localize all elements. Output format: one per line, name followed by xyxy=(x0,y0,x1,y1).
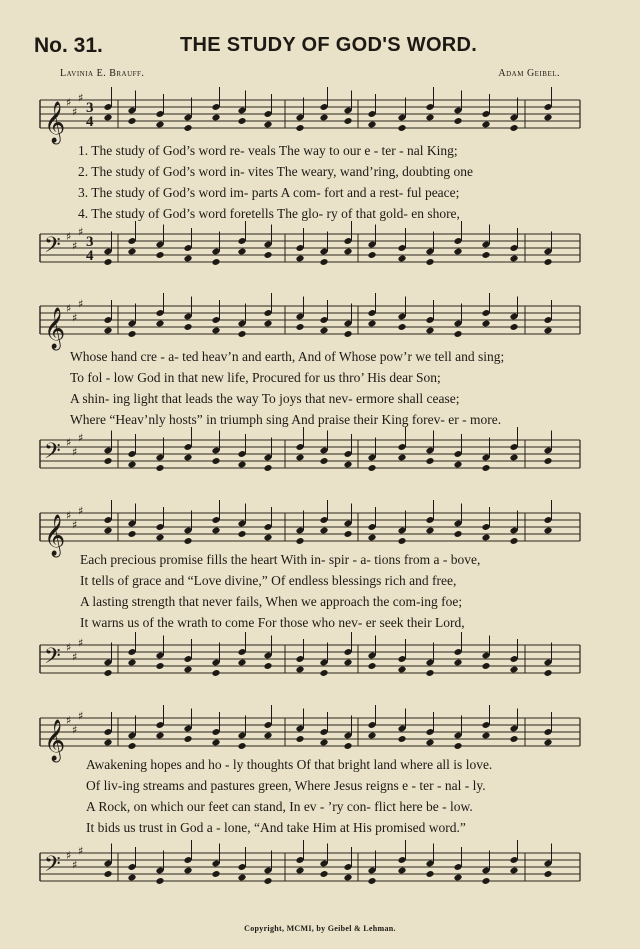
bass-clef-icon: 𝄢 xyxy=(44,644,61,674)
time-signature: 4 xyxy=(86,248,94,264)
notehead xyxy=(509,867,518,875)
lyricist-credit: Lavinia E. Brauff. xyxy=(60,68,145,79)
treble-clef-icon: 𝄞 xyxy=(44,308,66,349)
notehead xyxy=(453,659,462,667)
notehead xyxy=(481,121,490,129)
sharp-icon: ♯ xyxy=(78,431,84,445)
notehead xyxy=(319,457,328,465)
notehead xyxy=(211,739,220,747)
notehead xyxy=(319,870,328,878)
notehead xyxy=(343,117,352,125)
notehead xyxy=(263,662,272,670)
notehead xyxy=(481,320,490,328)
notehead xyxy=(481,464,490,472)
notehead xyxy=(295,537,304,545)
notehead xyxy=(127,117,136,125)
notehead xyxy=(263,121,272,129)
notehead xyxy=(319,258,328,266)
notehead xyxy=(211,114,220,122)
sharp-icon: ♯ xyxy=(78,297,84,311)
hymn-number: No. 31. xyxy=(34,34,103,57)
copyright-notice: Copyright, MCMI, by Geibel & Lehman. xyxy=(244,924,396,933)
notehead xyxy=(155,662,164,670)
notehead xyxy=(103,114,112,122)
notehead xyxy=(543,870,552,878)
sharp-icon: ♯ xyxy=(72,311,78,325)
notehead xyxy=(481,732,490,740)
sharp-icon: ♯ xyxy=(72,723,78,737)
notehead xyxy=(509,666,518,674)
notehead xyxy=(367,732,376,740)
bass-staff-1 xyxy=(0,226,640,270)
notehead xyxy=(543,258,552,266)
notehead xyxy=(509,454,518,462)
notehead xyxy=(183,666,192,674)
notehead xyxy=(425,114,434,122)
bass-staff-4 xyxy=(0,845,640,889)
time-signature: 3 xyxy=(86,100,94,116)
lyric-line: To fol - low God in that new life, Procured for us thro’ His dear Son; xyxy=(70,370,441,385)
notehead xyxy=(343,330,352,338)
notehead xyxy=(481,251,490,259)
notehead xyxy=(319,114,328,122)
notehead xyxy=(295,323,304,331)
notehead xyxy=(155,877,164,885)
notehead xyxy=(155,320,164,328)
notehead xyxy=(453,461,462,469)
lyric-line: It bids us trust in God a - lone, “And take Him at His promised word.” xyxy=(86,820,466,835)
notehead xyxy=(103,457,112,465)
notehead xyxy=(453,117,462,125)
notehead xyxy=(295,255,304,263)
notehead xyxy=(509,255,518,263)
notehead xyxy=(319,739,328,747)
notehead xyxy=(343,248,352,256)
notehead xyxy=(509,735,518,743)
notehead xyxy=(127,659,136,667)
notehead xyxy=(397,255,406,263)
notehead xyxy=(397,666,406,674)
notehead xyxy=(425,527,434,535)
notehead xyxy=(295,124,304,132)
notehead xyxy=(295,867,304,875)
sharp-icon: ♯ xyxy=(72,650,78,664)
notehead xyxy=(237,248,246,256)
bass-staff-2 xyxy=(0,432,640,476)
sharp-icon: ♯ xyxy=(66,436,72,449)
notehead xyxy=(397,735,406,743)
sharp-icon: ♯ xyxy=(72,105,78,119)
notehead xyxy=(103,870,112,878)
notehead xyxy=(397,124,406,132)
notehead xyxy=(543,739,552,747)
notehead xyxy=(319,669,328,677)
notehead xyxy=(237,330,246,338)
notehead xyxy=(397,323,406,331)
notehead xyxy=(543,327,552,335)
sharp-icon: ♯ xyxy=(72,518,78,532)
notehead xyxy=(155,732,164,740)
notehead xyxy=(425,669,434,677)
lyric-line: It warns us of the wrath to come For those who nev- er seek their Lord, xyxy=(80,615,465,630)
notehead xyxy=(263,877,272,885)
notehead xyxy=(211,327,220,335)
verse-block-3 xyxy=(80,549,640,633)
notehead xyxy=(367,320,376,328)
notehead xyxy=(127,248,136,256)
sharp-icon: ♯ xyxy=(66,849,72,862)
notehead xyxy=(127,461,136,469)
treble-clef-icon: 𝄞 xyxy=(44,720,66,761)
sharp-icon: ♯ xyxy=(72,858,78,872)
sharp-icon: ♯ xyxy=(72,239,78,253)
notehead xyxy=(263,320,272,328)
notehead xyxy=(211,527,220,535)
lyric-line: 4. The study of God’s word foretells The glo- ry of that gold- en shore, xyxy=(78,206,460,221)
notehead xyxy=(295,454,304,462)
notehead xyxy=(263,464,272,472)
lyric-line: Whose hand cre - a- ted heav’n and earth, And of Whose pow’r we tell and sing; xyxy=(70,349,505,364)
lyric-line: 2. The study of God’s word in- vites The weary, wand’ring, doubting one xyxy=(78,164,473,179)
notehead xyxy=(509,537,518,545)
notehead xyxy=(183,454,192,462)
lyric-line: A lasting strength that never fails, When we approach the com-ing foe; xyxy=(80,594,463,609)
sharp-icon: ♯ xyxy=(78,709,84,723)
notehead xyxy=(367,534,376,542)
notehead xyxy=(367,662,376,670)
notehead xyxy=(263,251,272,259)
treble-staff-1 xyxy=(0,91,640,143)
notehead xyxy=(425,327,434,335)
notehead xyxy=(103,739,112,747)
lyric-line: A shin- ing light that leads the way To joys that nev- ermore shall cease; xyxy=(70,391,460,406)
lyric-line: It tells of grace and “Love divine,” Of endless blessings rich and free, xyxy=(80,573,457,588)
time-signature: 4 xyxy=(86,114,94,130)
notehead xyxy=(343,874,352,882)
sharp-icon: ♯ xyxy=(78,844,84,858)
lyric-line: Awakening hopes and ho - ly thoughts Of that bright land where all is love. xyxy=(86,757,493,772)
notehead xyxy=(237,659,246,667)
notehead xyxy=(343,530,352,538)
notehead xyxy=(211,669,220,677)
notehead xyxy=(155,464,164,472)
notehead xyxy=(543,114,552,122)
notehead xyxy=(397,867,406,875)
treble-staff-2 xyxy=(0,297,640,349)
lyric-line: Of liv-ing streams and pastures green, Where Jesus reigns e - ter - nal - ly. xyxy=(86,778,486,793)
notehead xyxy=(155,251,164,259)
treble-clef-icon: 𝄞 xyxy=(44,102,66,143)
notehead xyxy=(237,117,246,125)
notehead xyxy=(543,669,552,677)
notehead xyxy=(367,464,376,472)
notehead xyxy=(295,666,304,674)
notehead xyxy=(263,534,272,542)
notehead xyxy=(155,121,164,129)
lyric-line: Where “Heav’nly hosts” in triumph sing And praise their King forev- er - more. xyxy=(70,412,502,427)
verse-block-2 xyxy=(70,346,630,430)
notehead xyxy=(397,454,406,462)
notehead xyxy=(103,327,112,335)
notehead xyxy=(237,530,246,538)
notehead xyxy=(481,534,490,542)
notehead xyxy=(127,330,136,338)
notehead xyxy=(425,870,434,878)
notehead xyxy=(481,662,490,670)
sharp-icon: ♯ xyxy=(66,302,72,315)
bass-clef-icon: 𝄢 xyxy=(44,852,61,882)
notehead xyxy=(183,735,192,743)
sharp-icon: ♯ xyxy=(78,225,84,239)
notehead xyxy=(425,457,434,465)
notehead xyxy=(211,870,220,878)
notehead xyxy=(481,877,490,885)
sharp-icon: ♯ xyxy=(66,96,72,109)
hymn-title: THE STUDY OF GOD'S WORD. xyxy=(180,34,478,56)
notehead xyxy=(343,461,352,469)
notehead xyxy=(397,537,406,545)
notehead xyxy=(103,258,112,266)
notehead xyxy=(127,874,136,882)
sharp-icon: ♯ xyxy=(78,91,84,105)
sharp-icon: ♯ xyxy=(78,504,84,518)
verse-block-1 xyxy=(78,140,638,224)
notehead xyxy=(237,461,246,469)
sharp-icon: ♯ xyxy=(78,636,84,650)
notehead xyxy=(263,732,272,740)
notehead xyxy=(211,457,220,465)
bass-clef-icon: 𝄢 xyxy=(44,439,61,469)
notehead xyxy=(127,530,136,538)
notehead xyxy=(453,742,462,750)
notehead xyxy=(237,742,246,750)
notehead xyxy=(453,248,462,256)
notehead xyxy=(453,874,462,882)
lyric-line: Each precious promise fills the heart With in- spir - a- tions from a - bove, xyxy=(80,552,481,567)
notehead xyxy=(295,735,304,743)
verse-block-4 xyxy=(86,754,640,838)
lyric-line: A Rock, on which our feet can stand, In ev - ’ry con- flict here be - low. xyxy=(86,799,473,814)
lyric-line: 3. The study of God’s word im- parts A com- fort and a rest- ful peace; xyxy=(78,185,460,200)
notehead xyxy=(183,537,192,545)
notehead xyxy=(509,323,518,331)
sharp-icon: ♯ xyxy=(66,714,72,727)
notehead xyxy=(367,251,376,259)
sharp-icon: ♯ xyxy=(66,509,72,522)
notehead xyxy=(425,258,434,266)
notehead xyxy=(237,874,246,882)
notehead xyxy=(155,534,164,542)
notehead xyxy=(319,527,328,535)
notehead xyxy=(367,877,376,885)
notehead xyxy=(127,742,136,750)
lyric-line: 1. The study of God’s word re- veals The way to our e - ter - nal King; xyxy=(78,143,458,158)
notehead xyxy=(367,121,376,129)
bass-staff-3 xyxy=(0,637,640,681)
notehead xyxy=(425,739,434,747)
notehead xyxy=(103,527,112,535)
notehead xyxy=(343,659,352,667)
time-signature: 3 xyxy=(86,234,94,250)
treble-staff-4 xyxy=(0,709,640,761)
notehead xyxy=(183,867,192,875)
notehead xyxy=(211,258,220,266)
treble-clef-icon: 𝄞 xyxy=(44,515,66,556)
sharp-icon: ♯ xyxy=(66,641,72,654)
notehead xyxy=(183,124,192,132)
notehead xyxy=(453,530,462,538)
notehead xyxy=(543,527,552,535)
notehead xyxy=(183,323,192,331)
notehead xyxy=(509,124,518,132)
sharp-icon: ♯ xyxy=(72,445,78,459)
composer-credit: Adam Geibel. xyxy=(498,68,560,79)
sharp-icon: ♯ xyxy=(66,230,72,243)
treble-staff-3 xyxy=(0,504,640,556)
notehead xyxy=(103,669,112,677)
bass-clef-icon: 𝄢 xyxy=(44,233,61,263)
notehead xyxy=(343,742,352,750)
notehead xyxy=(543,457,552,465)
notehead xyxy=(453,330,462,338)
notehead xyxy=(183,255,192,263)
notehead xyxy=(319,327,328,335)
